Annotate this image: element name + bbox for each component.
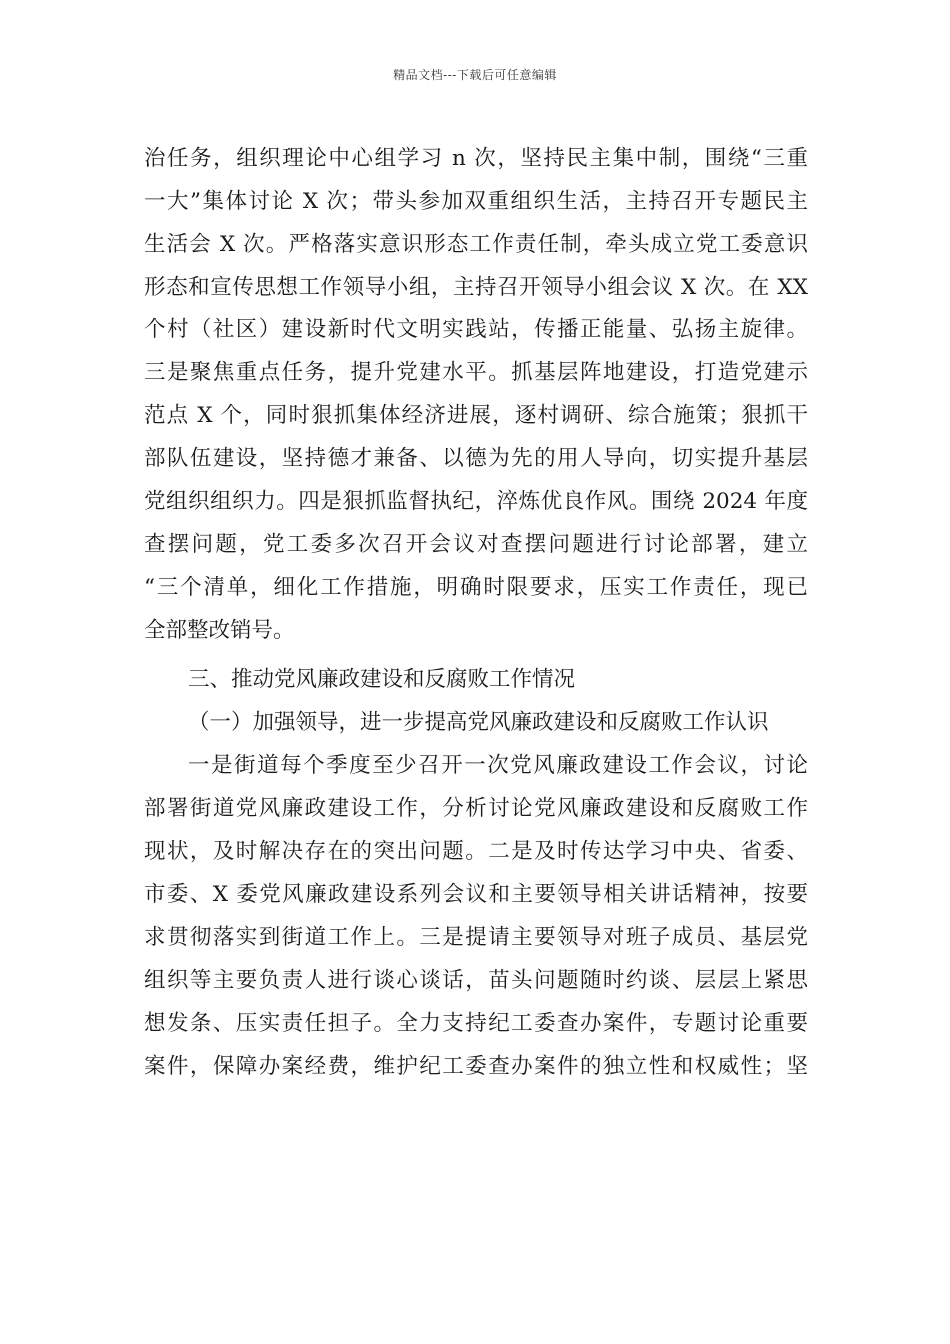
body-line: 生活会 X 次。严格落实意识形态工作责任制，牵头成立党工委意识 [144, 232, 808, 257]
body-line: 治任务，组织理论中心组学习 n 次，坚持民主集中制，围绕“三重 [144, 146, 808, 171]
body-line: 想发条、压实责任担子。全力支持纪工委查办案件，专题讨论重要 [144, 1011, 808, 1036]
body-line: 三是聚焦重点任务，提升党建水平。抓基层阵地建设，打造党建示 [144, 360, 808, 385]
body-line: 现状，及时解决存在的突出问题。二是及时传达学习中央、省委、 [144, 839, 808, 864]
body-line: 一是街道每个季度至少召开一次党风廉政建设工作会议，讨论 [188, 753, 808, 778]
body-line: 形态和宣传思想工作领导小组，主持召开领导小组会议 X 次。在 XX [144, 275, 808, 300]
body-line: 部署街道党风廉政建设工作，分析讨论党风廉政建设和反腐败工作 [144, 796, 808, 821]
body-line: 查摆问题，党工委多次召开会议对查摆问题进行讨论部署，建立 [144, 532, 808, 557]
body-line: 部队伍建设，坚持德才兼备、以德为先的用人导向，切实提升基层 [144, 446, 808, 471]
body-line: 个村（社区）建设新时代文明实践站，传播正能量、弘扬主旋律。 [144, 317, 808, 342]
body-line: 范点 X 个，同时狠抓集体经济进展，逐村调研、综合施策；狠抓干 [144, 403, 808, 428]
body-line: 组织等主要负责人进行谈心谈话，苗头问题随时约谈、层层上紧思 [144, 968, 808, 993]
body-line: 市委、X 委党风廉政建设系列会议和主要领导相关讲话精神，按要 [144, 882, 808, 907]
body-line: “三个清单，细化工作措施，明确时限要求，压实工作责任，现已 [144, 575, 808, 600]
section-heading: 三、推动党风廉政建设和反腐败工作情况 [188, 667, 576, 692]
body-line: 求贯彻落实到街道工作上。三是提请主要领导对班子成员、基层党 [144, 925, 808, 950]
body-line: 一大”集体讨论 X 次；带头参加双重组织生活，主持召开专题民主 [144, 189, 808, 214]
body-line: 全部整改销号。 [144, 618, 295, 643]
body-line: 党组织组织力。四是狠抓监督执纪，淬炼优良作风。围绕 2024 年度 [144, 489, 808, 514]
body-line: 案件，保障办案经费，维护纪工委查办案件的独立性和权威性；坚 [144, 1054, 808, 1079]
page-header: 精品文档---下载后可任意编辑 [393, 68, 557, 82]
subsection-heading: （一）加强领导，进一步提高党风廉政建设和反腐败工作认识 [188, 710, 769, 735]
